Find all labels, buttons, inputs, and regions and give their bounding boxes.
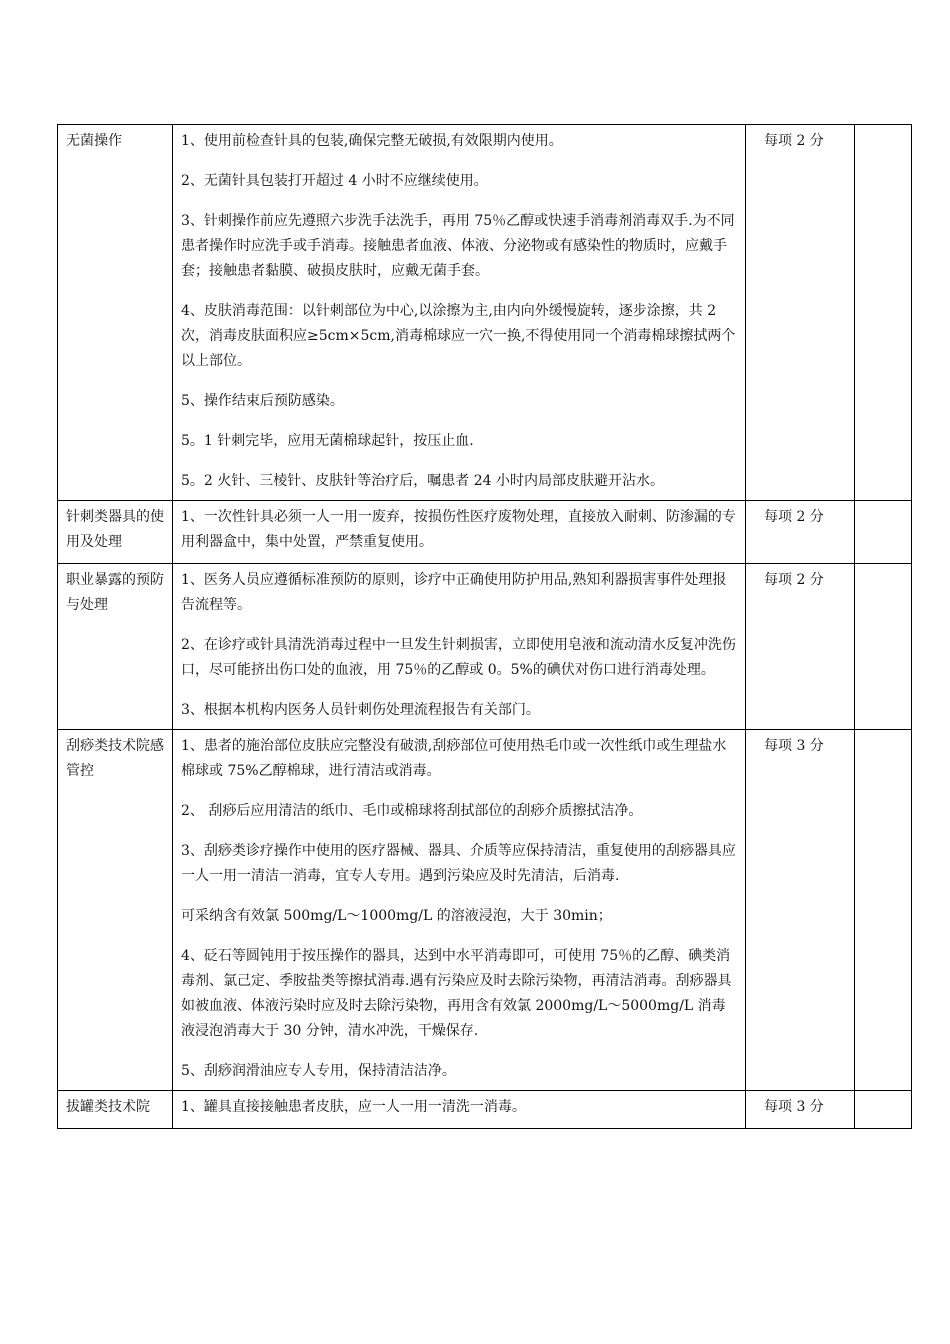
score-cell: 每项 2 分 — [746, 501, 855, 564]
content-cell — [173, 730, 746, 1091]
content-paragraph: 1、医务人员应遵循标准预防的原则，诊疗中正确使用防护用品,熟知利器损害事件处理报告流程等。 — [181, 572, 727, 613]
category-cell: 职业暴露的预防与处理 — [58, 564, 173, 730]
content-paragraph: 2、在诊疗或针具清洗消毒过程中一旦发生针刺损害，立即使用皂液和流动清水反复冲洗伤口，尽可能挤出伤口处的血液，用 75％的乙醇或 0。5%的碘伏对伤口进行消毒处理。 — [181, 637, 736, 678]
content-paragraph: 5、操作结束后预防感染。 — [181, 393, 344, 409]
category-cell: 针刺类器具的使用及处理 — [58, 501, 173, 564]
score-cell: 每项 2 分 — [746, 125, 855, 501]
blank-cell — [855, 564, 912, 730]
table-row — [58, 730, 912, 1091]
content-cell — [173, 501, 746, 564]
content-paragraph: 2、 刮痧后应用清洁的纸巾、毛巾或棉球将刮拭部位的刮痧介质擦拭洁净。 — [181, 803, 643, 819]
content-cell — [173, 564, 746, 730]
category-cell: 拔罐类技术院 — [58, 1091, 173, 1129]
content-paragraph: 3、刮痧类诊疗操作中使用的医疗器械、器具、介质等应保持清洁，重复使用的刮痧器具应一人一用一清洁一消毒，宜专人专用。遇到污染应及时先清洁，后消毒. — [181, 843, 736, 884]
blank-cell — [855, 730, 912, 1091]
score-cell: 每项 3 分 — [746, 730, 855, 1091]
content-paragraph: 3、根据本机构内医务人员针刺伤处理流程报告有关部门。 — [181, 702, 540, 718]
score-cell: 每项 3 分 — [746, 1091, 855, 1129]
content-paragraph: 1、罐具直接接触患者皮肤，应一人一用一清洗一消毒。 — [181, 1099, 526, 1115]
content-cell — [173, 125, 746, 501]
content-paragraph: 1、一次性针具必须一人一用一废弃，按损伤性医疗废物处理，直接放入耐刺、防渗漏的专用利器盒中，集中处置，严禁重复使用。 — [181, 509, 736, 550]
content-paragraph: 5、刮痧润滑油应专人专用，保持清洁洁净。 — [181, 1063, 456, 1079]
table-row — [58, 1091, 912, 1129]
blank-cell — [855, 125, 912, 501]
content-paragraph: 1、患者的施治部位皮肤应完整没有破溃,刮痧部位可使用热毛巾或一次性纸巾或生理盐水棉球或 75%乙醇棉球，进行清洁或消毒。 — [181, 738, 727, 779]
category-cell: 无菌操作 — [58, 125, 173, 501]
blank-cell — [855, 501, 912, 564]
assessment-table — [57, 124, 912, 1129]
score-cell: 每项 2 分 — [746, 564, 855, 730]
content-paragraph: 2、无菌针具包装打开超过 4 小时不应继续使用。 — [181, 173, 488, 189]
content-paragraph: 3、针刺操作前应先遵照六步洗手法洗手，再用 75％乙醇或快速手消毒剂消毒双手.为不同患者操作时应洗手或手消毒。接触患者血液、体液、分泌物或有感染性的物质时，应戴手套；接触患者黏膜、破损皮肤时，应戴无菌手套。 — [181, 213, 735, 279]
table-row — [58, 125, 912, 501]
table-row — [58, 501, 912, 564]
content-paragraph: 1、使用前检查针具的包装,确保完整无破损,有效限期内使用。 — [181, 133, 563, 149]
content-paragraph: 5。2 火针、三棱针、皮肤针等治疗后，嘱患者 24 小时内局部皮肤避开沾水。 — [181, 473, 664, 489]
content-paragraph: 可采纳含有效氯 500mg/L～1000mg/L 的溶液浸泡，大于 30min； — [181, 908, 612, 924]
table-row — [58, 564, 912, 730]
blank-cell — [855, 1091, 912, 1129]
content-paragraph: 5。1 针刺完毕，应用无菌棉球起针，按压止血. — [181, 433, 474, 449]
category-cell: 刮痧类技术院感管控 — [58, 730, 173, 1091]
content-paragraph: 4、皮肤消毒范围：以针刺部位为中心,以涂擦为主,由内向外缓慢旋转，逐步涂擦，共 2 次，消毒皮肤面积应≥5cm×5cm,消毒棉球应一穴一换,不得使用同一个消毒棉球擦拭两个以上部位。 — [181, 303, 736, 369]
content-paragraph: 4、砭石等圆钝用于按压操作的器具，达到中水平消毒即可，可使用 75％的乙醇、碘类消毒剂、氯己定、季胺盐类等擦拭消毒.遇有污染应及时去除污染物，再清洁消毒。刮痧器具如被血液、体液污染时应及时去除污染物，再用含有效氯 2000mg/L～5000mg/L 消毒液浸泡消毒大于 30 分钟，清水冲洗，干燥保存. — [181, 948, 732, 1039]
content-cell — [173, 1091, 746, 1129]
